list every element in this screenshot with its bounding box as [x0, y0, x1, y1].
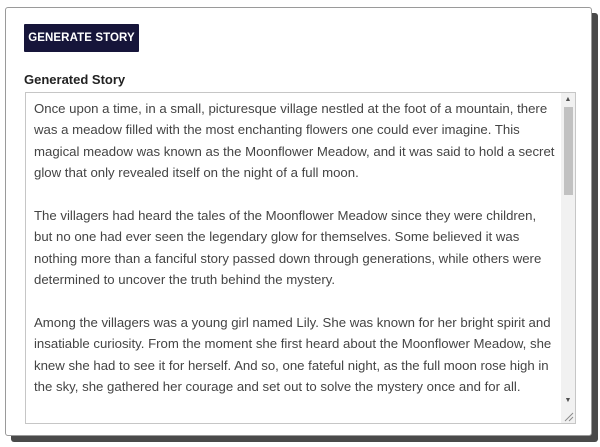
resize-grip-icon[interactable] [562, 410, 574, 422]
generate-story-button[interactable]: GENERATE STORY [24, 24, 139, 52]
generated-story-label: Generated Story [24, 72, 126, 87]
story-textarea[interactable] [25, 92, 576, 424]
story-content [34, 98, 556, 419]
story-card [5, 7, 592, 436]
scrollbar-thumb[interactable] [564, 107, 573, 195]
story-paragraph: Once upon a time, in a small, picturesque village nestled at the foot of a mountain, there was a meadow filled with the most enchanting flowers one could ever imagine. This magical meadow was known as the Moonflower Meadow, and it was said to hold a secret glow that only revealed itself on the night of a full moon. [34, 101, 555, 181]
vertical-scrollbar[interactable] [561, 93, 575, 423]
story-paragraph: The villagers had heard the tales of the Moonflower Meadow since they were children, but no one had ever seen the legendary glow for themselves. Some believed it was nothing more than a fanciful story passed down through generations, while others were determined to uncover the truth behind the mystery. [34, 208, 542, 288]
scroll-up-arrow-icon[interactable]: ▲ [564, 96, 572, 103]
scroll-down-arrow-icon[interactable]: ▼ [564, 397, 572, 404]
story-paragraph: Among the villagers was a young girl named Lily. She was known for her bright spirit and insatiable curiosity. From the moment she first heard about the Moonflower Meadow, she knew she had to see it for herself. And so, one fateful night, as the full moon rose high in the sky, she gathered her courage and set out to solve the mystery once and for all. [34, 315, 552, 395]
